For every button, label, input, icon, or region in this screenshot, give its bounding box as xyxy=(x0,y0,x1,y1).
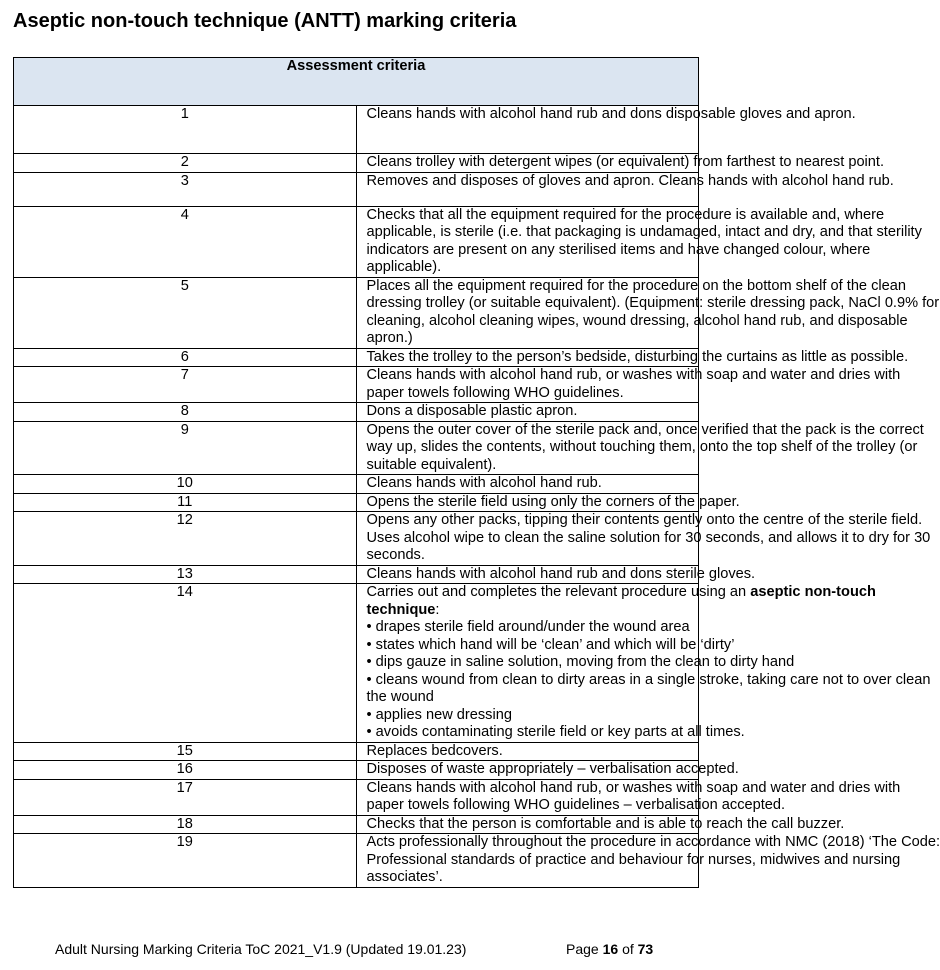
footer-doc-ref: Adult Nursing Marking Criteria ToC 2021_V1.9 (Updated 19.01.23) xyxy=(55,941,467,957)
criterion-text xyxy=(356,815,845,834)
criterion-line: Cleans hands with alcohol hand rub and dons sterile gloves. xyxy=(366,565,756,582)
criterion-number: 12 xyxy=(14,512,357,566)
criterion-line: Dons a disposable plastic apron. xyxy=(366,403,578,419)
criterion-line xyxy=(366,584,876,602)
criterion-line: • drapes sterile field around/under the wound area xyxy=(366,619,690,635)
table-header: Assessment criteria xyxy=(14,58,699,106)
criterion-text xyxy=(356,565,756,584)
criterion-number: 2 xyxy=(14,154,357,173)
criterion-intro-bold: aseptic non-touch xyxy=(750,584,876,600)
criterion-text xyxy=(356,154,885,173)
criterion-line: indicators are present on any sterilised items and have changed colour, where xyxy=(366,241,871,258)
criterion-line: Replaces bedcovers. xyxy=(366,742,503,759)
table-row xyxy=(14,584,699,743)
criterion-line: Takes the trolley to the person’s bedside, disturbing the curtains as little as possible. xyxy=(366,348,909,365)
criterion-line: • avoids contaminating sterile field or key parts at all times. xyxy=(366,724,745,740)
table-row xyxy=(14,565,699,584)
criterion-line: Cleans hands with alcohol hand rub, or washes with soap and water and dries with xyxy=(366,779,901,796)
table-row xyxy=(14,834,699,888)
table-row xyxy=(14,403,699,422)
criterion-line: • applies new dressing xyxy=(366,706,512,723)
criterion-line: apron.) xyxy=(366,330,413,346)
page-current: 16 xyxy=(602,941,619,957)
table-row xyxy=(14,475,699,494)
criterion-line: the wound xyxy=(366,689,434,705)
footer-page-number xyxy=(566,941,653,957)
table-row xyxy=(14,742,699,761)
criterion-text xyxy=(356,475,699,494)
criterion-number: 17 xyxy=(14,779,357,815)
criterion-line: Acts professionally throughout the procedure in accordance with NMC (2018) ‘The Code: xyxy=(366,834,940,850)
table-header-row xyxy=(14,58,699,106)
table-row xyxy=(14,761,699,780)
table-row xyxy=(14,277,699,348)
table-row xyxy=(14,154,699,173)
table-row xyxy=(14,493,699,512)
criterion-line: Professional standards of practice and behaviour for nurses, midwives and nursing xyxy=(366,851,901,868)
criterion-number: 18 xyxy=(14,815,357,834)
page-total: 73 xyxy=(637,941,654,957)
criterion-line: cleaning, alcohol cleaning wipes, wound dressing, alcohol hand rub, and disposable xyxy=(366,312,908,329)
criterion-line: Checks that all the equipment required for the procedure is available and, where xyxy=(366,206,885,223)
criterion-number: 13 xyxy=(14,565,357,584)
criterion-line: way up, slides the contents, without touching them, onto the top shelf of the trolley (or xyxy=(366,439,918,455)
criterion-text xyxy=(356,403,699,422)
criterion-text xyxy=(356,206,922,277)
criterion-line: Cleans trolley with detergent wipes (or equivalent) from farthest to nearest point. xyxy=(366,154,885,170)
criterion-text xyxy=(356,834,940,888)
criterion-number: 9 xyxy=(14,421,357,475)
criterion-line: paper towels following WHO guidelines – verbalisation accepted. xyxy=(366,797,786,813)
criterion-text xyxy=(356,512,931,566)
criterion-line: Opens the outer cover of the sterile pack and, once verified that the pack is the correct xyxy=(366,421,924,438)
criterion-number: 14 xyxy=(14,584,357,743)
criterion-text xyxy=(356,106,856,154)
criterion-number: 6 xyxy=(14,348,357,367)
criterion-line: associates’. xyxy=(366,869,443,885)
criterion-number: 15 xyxy=(14,742,357,761)
criterion-line: Opens any other packs, tipping their contents gently onto the centre of the sterile field. xyxy=(366,512,923,528)
criterion-line: Uses alcohol wipe to clean the saline solution for 30 seconds, and allows it to dry for 30 xyxy=(366,529,931,546)
criterion-text xyxy=(356,277,940,348)
criterion-number: 7 xyxy=(14,367,357,403)
criterion-intro-end: : xyxy=(435,601,440,618)
criterion-number: 3 xyxy=(14,172,357,206)
criterion-line: Disposes of waste appropriately – verbalisation accepted. xyxy=(366,761,739,777)
table-row xyxy=(14,815,699,834)
criterion-line: Checks that the person is comfortable and is able to reach the call buzzer. xyxy=(366,815,845,832)
table-row xyxy=(14,172,699,206)
table-row xyxy=(14,106,699,154)
criterion-line: • states which hand will be ‘clean’ and which will be ‘dirty’ xyxy=(366,636,735,653)
criterion-number: 1 xyxy=(14,106,357,154)
criterion-number: 5 xyxy=(14,277,357,348)
criterion-line: Removes and disposes of gloves and apron. Cleans hands with alcohol hand rub. xyxy=(366,172,894,189)
criterion-line: • cleans wound from clean to dirty areas in a single stroke, taking care not to over clean xyxy=(366,671,931,688)
table-row xyxy=(14,367,699,403)
table-row xyxy=(14,348,699,367)
criterion-number: 16 xyxy=(14,761,357,780)
table-row xyxy=(14,421,699,475)
criterion-number: 8 xyxy=(14,403,357,422)
table-row xyxy=(14,206,699,277)
page-title: Aseptic non-touch technique (ANTT) marking criteria xyxy=(13,10,517,32)
page-label: Page xyxy=(566,941,599,957)
criterion-text xyxy=(356,172,894,206)
table-row xyxy=(14,779,699,815)
criterion-line: Opens the sterile field using only the corners of the paper. xyxy=(366,493,740,510)
criterion-text xyxy=(356,584,931,743)
criterion-line: applicable). xyxy=(366,259,442,275)
criterion-text xyxy=(356,421,924,475)
criterion-number: 11 xyxy=(14,493,357,512)
criterion-line: suitable equivalent). xyxy=(366,456,497,473)
criterion-text xyxy=(356,367,901,403)
criterion-line: Cleans hands with alcohol hand rub and dons disposable gloves and apron. xyxy=(366,106,856,122)
criterion-text xyxy=(356,742,699,761)
criterion-text xyxy=(356,761,739,780)
criterion-line: applicable, is sterile (i.e. that packaging is undamaged, intact and dry, and that sterility xyxy=(366,224,922,240)
criteria-table xyxy=(13,57,940,888)
criterion-line: paper towels following WHO guidelines. xyxy=(366,384,624,401)
criterion-intro: Carries out and completes the relevant procedure using an xyxy=(366,584,751,600)
criterion-line: Places all the equipment required for the procedure on the bottom shelf of the clean xyxy=(366,277,906,294)
criterion-text xyxy=(356,348,909,367)
criterion-line: dressing trolley (or suitable equivalent). (Equipment: sterile dressing pack, NaCl 0.9% for xyxy=(366,295,940,311)
criterion-number: 4 xyxy=(14,206,357,277)
criterion-number: 10 xyxy=(14,475,357,494)
criterion-line: • dips gauze in saline solution, moving from the clean to dirty hand xyxy=(366,654,795,670)
criterion-line: Cleans hands with alcohol hand rub, or washes with soap and water and dries with xyxy=(366,367,901,383)
criterion-line xyxy=(367,602,699,620)
criterion-number: 19 xyxy=(14,834,357,888)
criteria-body xyxy=(14,106,940,888)
criterion-line: Cleans hands with alcohol hand rub. xyxy=(366,475,602,491)
criterion-intro-bold: technique xyxy=(366,601,436,618)
criterion-text xyxy=(356,779,901,815)
criterion-line: seconds. xyxy=(366,547,425,563)
table-row xyxy=(14,512,699,566)
page-of: of xyxy=(622,941,634,957)
criterion-text xyxy=(356,493,740,512)
